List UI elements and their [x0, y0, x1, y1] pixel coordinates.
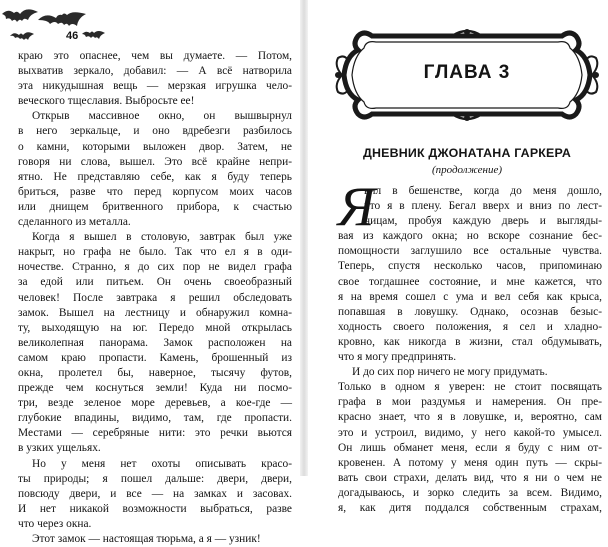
- text-line: попавшая в ловушку. Однако, осознав безыс-: [338, 305, 602, 318]
- text-line: веческого тщеславия. Выбросьте ее!: [18, 95, 195, 108]
- text-line: эта никудышная вещь — мерзкая игрушка чело-: [18, 80, 292, 93]
- text-line: замок. Вышел на лестницу и обнаружил комна-: [18, 306, 292, 319]
- text-line: Только в одном я уверен: не стоит посвящать: [338, 381, 602, 394]
- text-line: окна, пролетел бы, наверное, тысячу футов,: [18, 366, 292, 379]
- left-page: [0, 0, 300, 545]
- text-line: ятно. Не представляю себе, как я буду теперь: [18, 170, 292, 183]
- text-line: красно знает, что я в ловушке, и, вероятно, сам: [338, 411, 602, 424]
- bat-icon: [82, 31, 105, 39]
- text-line: я, как дитя поддался собственным страхам,: [338, 501, 602, 514]
- drop-cap: Я: [338, 176, 375, 238]
- text-line: ницам, пробуя каждую дверь и выгляды-: [364, 215, 602, 228]
- text-line: говоря ни слова, вышел. Это всё крайне непри-: [18, 155, 292, 168]
- right-page: [308, 0, 608, 514]
- text-line: краю это опаснее, чем вы думаете. — Потом,: [18, 50, 292, 62]
- text-line: ходность своего положения, я сел и хладно-: [338, 320, 602, 333]
- right-body-text: [338, 176, 602, 516]
- text-line: Когда я вышел в столовую, завтрак был уже: [32, 231, 292, 244]
- text-line: повсюду двери, и все — на замках и засовах.: [18, 487, 292, 500]
- text-line: сделанного из металла.: [18, 216, 131, 229]
- text-line: это и устроил, видимо, у него какой-то умысел.: [338, 426, 602, 439]
- text-line: кровно, как никогда в жизни, стал обдумывать,: [338, 335, 602, 348]
- text-line: в него зеркальце, и оно вдребезги разбилось: [18, 125, 292, 138]
- text-line: великолепная панорама. Замок расположен на: [18, 336, 292, 349]
- text-line: догадываюсь, и зорко следить за всем. Видимо,: [338, 486, 602, 499]
- text-line: Местами — серебряные нити: это речки вьются: [18, 427, 292, 440]
- text-line: вать свои страхи, делать вид, что я ни о чем не: [338, 471, 602, 484]
- text-line: о камни, которыми выложен двор. Затем, не: [18, 140, 292, 153]
- text-line: что через окна.: [18, 517, 92, 530]
- text-line: Но у меня нет охоты описывать красо-: [32, 457, 292, 470]
- text-line: накрыт, но графа не было. Так что ел я в оди-: [18, 246, 292, 259]
- page-number: 46: [66, 30, 79, 42]
- text-line: И до сих пор ничего не могу придумать.: [352, 366, 548, 379]
- section-subheading: (продолжение): [431, 164, 503, 176]
- bat-icon: [2, 9, 38, 22]
- text-line: ночестве. Странно, я до сих пор не видел графа: [18, 261, 292, 274]
- text-line: И нет никакой возможности выбраться, разве: [18, 502, 292, 515]
- text-line: свое тогдашнее состояние, и мне кажется, что: [338, 275, 602, 288]
- text-line: Теперь, спустя несколько часов, припоминаю: [338, 260, 602, 273]
- text-line: три, везде зеленое море деревьев, а кое-где —: [18, 397, 292, 410]
- text-line: выхватив зеркало, добавил: — А всё натворила: [18, 65, 292, 78]
- text-line: или днищем бритвенного прибора, к счастью: [18, 200, 292, 213]
- chapter-title: ГЛАВА 3: [423, 62, 511, 83]
- text-line: кровенен. А потому у меня один путь — скры-: [338, 456, 602, 469]
- text-line: Этот замок — настоящая тюрьма, а я — узник!: [32, 533, 261, 545]
- text-line: вая из каждого окна; но вскоре сознание бес-: [338, 230, 602, 243]
- text-line: за едой или питьем. Он очень своеобразный: [18, 276, 292, 289]
- bat-icon: [10, 32, 34, 40]
- bats-ornament: [0, 0, 300, 52]
- text-line: я на время сошел с ума и вел себя как крыса,: [338, 290, 602, 303]
- left-body-text: [18, 49, 292, 547]
- bat-icon: [38, 12, 86, 26]
- text-line: что я могу предпринять.: [338, 351, 457, 364]
- text-line: что я в плену. Бегал вверх и вниз по лест-: [364, 200, 602, 213]
- text-line: бриться, разве что перед корпусом моих часов: [18, 185, 292, 198]
- section-heading: ДНЕВНИК ДЖОНАТАНА ГАРКЕРА: [362, 146, 572, 160]
- text-line: графа в мои раздумья и намерения. Он пре-: [338, 396, 602, 409]
- text-line: помощности заглушило все остальные чувства.: [338, 245, 602, 258]
- text-line: человек! После завтрака я решил обследовать: [18, 291, 292, 304]
- text-line: Открыв массивное окно, он вышвырнул: [32, 110, 292, 123]
- text-line: в узких ущельях.: [18, 442, 101, 455]
- text-line: Он лишь обманет меня, если я буду с ним от-: [338, 441, 602, 454]
- text-line: прежде чем коснуться земли! Куда ни посмо-: [18, 382, 292, 395]
- text-line: вил в бешенстве, когда до меня дошло,: [364, 185, 602, 197]
- text-line: самом краю пропасти. Камень, брошенный из: [18, 351, 292, 364]
- text-line: глубокие впадины, видимо, там, где пропасти.: [18, 412, 292, 425]
- text-line: ту, выходящую на юг. Передо мной открылась: [18, 321, 292, 334]
- book-gutter: [300, 0, 308, 476]
- text-line: ты природы; я пошел дальше: двери, двери,: [18, 472, 292, 485]
